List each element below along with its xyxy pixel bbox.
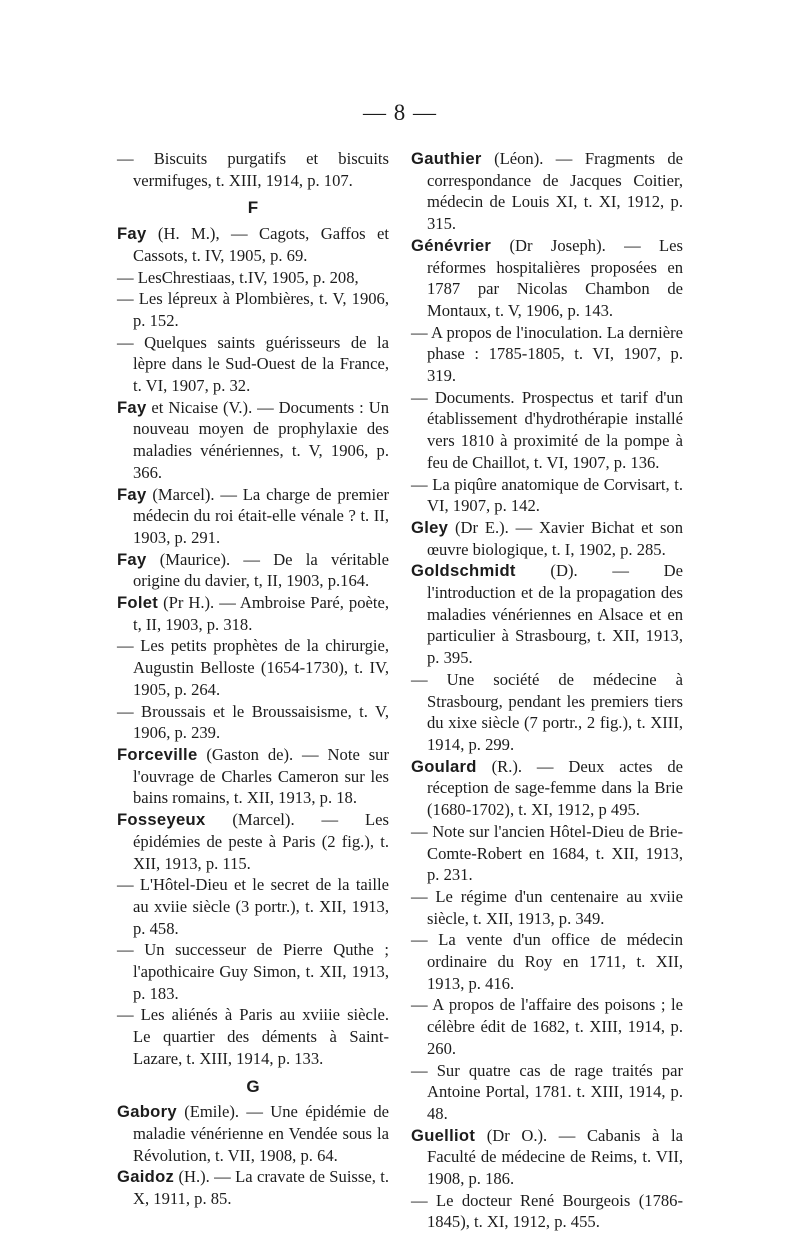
entry-author: Goldschmidt [411, 561, 516, 581]
entry-text: — La piqûre anatomique de Corvisart, t. VI, 1907, p. 142. [411, 474, 683, 516]
entry-author: Fay [117, 549, 147, 569]
index-entry [117, 288, 389, 331]
entry-text: — La vente d'un office de médecin ordinaire du Roy en 1711, t. XII, 1913, p. 416. [411, 930, 683, 993]
index-entry [411, 1060, 683, 1125]
entry-text: — Les petits prophètes de la chirurgie, Augustin Belloste (1654-1730), t. IV, 1905, p. 264. [117, 636, 389, 699]
index-entry [117, 874, 389, 939]
entry-text: — Quelques saints guérisseurs de la lèpre dans le Sud-Ouest de la France, t. VI, 1907, p. 32. [117, 332, 389, 396]
entry-text: — Broussais et le Broussaisisme, t. V, 1906, p. 239. [117, 701, 389, 743]
index-entry [411, 886, 683, 929]
entry-text: (H.). — La cravate de Suisse, t. X, 1911, p. 85. [133, 1167, 389, 1209]
entry-text: — L'Hôtel-Dieu et le secret de la taille au xviie siècle (3 portr.), t. XII, 1913, p. 458. [117, 875, 389, 938]
entry-author: Gley [411, 517, 449, 537]
entry-author: Gaidoz [117, 1167, 175, 1187]
entry-text: — Le docteur René Bourgeois (1786-1845), t. XI, 1912, p. 455. [411, 1190, 683, 1232]
entry-text: (Pr H.). — Ambroise Paré, poète, t, II, 1903, p. 318. [133, 593, 389, 634]
index-entry [411, 474, 683, 517]
entry-text: (R.). — Deux actes de réception de sage-femme dans la Brie (1680-1702), t. XI, 1912, p 495. [427, 756, 683, 820]
index-entry [411, 235, 683, 322]
index-entry [411, 517, 683, 560]
entry-text: (D). — De l'introduction et de la propagation des maladies vénériennes en Alsace et en particulier à Strasbourg, t. XII, 1913, p. 395. [427, 561, 683, 668]
entry-text: (Dr O.). — Cabanis à la Faculté de médecine de Reims, t. VII, 1908, p. 186. [427, 1125, 683, 1189]
index-entry [411, 322, 683, 387]
index-entry [411, 1125, 683, 1190]
entry-author: Guelliot [411, 1125, 476, 1145]
entry-text: (Gaston de). — Note sur l'ouvrage de Charles Cameron sur les bains romains, t. XII, 1913, p. 18. [133, 744, 389, 808]
index-entry [117, 549, 389, 592]
index-entry [117, 1101, 389, 1166]
entry-text: — Documents. Prospectus et tarif d'un établissement d'hydrothérapie installé vers 1810 à proximité de la pompe à feu de Chaillot, t. VI, 1907, p. 136. [411, 387, 683, 472]
left-column [117, 148, 389, 1210]
entry-text: — Biscuits purgatifs et biscuits vermifuges, t. XIII, 1914, p. 107. [117, 149, 389, 190]
entry-author: Gauthier [411, 149, 482, 168]
entry-text: (Marcel). — La charge de premier médecin du roi était-elle vénale ? t. II, 1903, p. 291. [133, 484, 389, 547]
entry-author: Génévrier [411, 235, 492, 255]
entry-author: Goulard [411, 756, 477, 776]
entry-author: Fay [117, 397, 147, 417]
index-entry [117, 267, 389, 289]
entry-text: (Dr E.). — Xavier Bichat et son œuvre biologique, t. I, 1902, p. 285. [427, 517, 683, 559]
entry-text: — A propos de l'affaire des poisons ; le célèbre édit de 1682, t. XIII, 1914, p. 260. [411, 995, 683, 1058]
entry-text: — Les aliénés à Paris au xviiie siècle. Le quartier des déments à Saint-Lazare, t. XIII, 1914, p. 133. [117, 1005, 389, 1068]
entry-text: (Emile). — Une épidémie de maladie vénérienne en Vendée sous la Révolution, t. VII, 1908, p. 64. [133, 1102, 389, 1165]
index-entry [117, 397, 389, 484]
index-entry [117, 744, 389, 809]
index-entry [117, 939, 389, 1004]
index-entry [117, 809, 389, 874]
section-letter: G [246, 1076, 260, 1096]
index-entry [411, 929, 683, 994]
index-entry [411, 1190, 683, 1233]
index-entry [411, 560, 683, 669]
entry-author: Fay [117, 484, 147, 504]
entry-text: — Sur quatre cas de rage traités par Antoine Portal, 1781. t. XIII, 1914, p. 48. [411, 1060, 683, 1123]
index-entry [117, 592, 389, 635]
index-entry [411, 148, 683, 235]
entry-text: (Marcel). — Les épidémies de peste à Paris (2 fig.), t. XII, 1913, p. 115. [133, 810, 389, 873]
index-entry [411, 669, 683, 756]
entry-author: Fosseyeux [117, 810, 206, 830]
entry-text: — Une société de médecine à Strasbourg, pendant les premiers tiers du xixe siècle (7 portr., 2 fig.), t. XIII, 1914, p. 299. [411, 669, 683, 754]
entry-author: Folet [117, 593, 159, 613]
index-entry [117, 701, 389, 744]
entry-text: (H. M.), — Cagots, Gaffos et Cassots, t. IV, 1905, p. 69. [133, 224, 389, 265]
entry-text: — Les lépreux à Plombières, t. V, 1906, p. 152. [117, 289, 389, 330]
entry-author: Forceville [117, 744, 198, 764]
entry-text: (Maurice). — De la véritable origine du davier, t, II, 1903, p.164. [133, 549, 389, 591]
entry-author: Fay [117, 224, 147, 244]
index-entry [117, 635, 389, 700]
index-entry [117, 1004, 389, 1069]
index-entry [117, 1166, 389, 1209]
entry-text: — Note sur l'ancien Hôtel-Dieu de Brie-Comte-Robert en 1684, t. XII, 1913, p. 231. [411, 821, 683, 885]
index-entry [117, 484, 389, 549]
entry-text: — Le régime d'un centenaire au xviie siècle, t. XII, 1913, p. 349. [411, 886, 683, 928]
index-entry [117, 332, 389, 397]
page-number: — 8 — [363, 100, 437, 125]
index-entry [411, 756, 683, 821]
index-entry [117, 223, 389, 266]
entry-text: et Nicaise (V.). — Documents : Un nouveau moyen de prophylaxie des maladies vénériennes, t. V, 1906, p. 366. [133, 397, 389, 482]
entry-text: (Dr Joseph). — Les réformes hospitalières proposées en 1787 par Nicolas Chambon de Montaux, t. V, 1906, p. 143. [427, 235, 683, 320]
index-entry [411, 821, 683, 886]
entry-text: — A propos de l'inoculation. La dernière phase : 1785-1805, t. VI, 1907, p. 319. [411, 322, 683, 386]
section-letter: F [247, 198, 259, 218]
index-entry [117, 148, 389, 191]
entry-text: (Léon). — Fragments de correspondance de Jacques Coitier, médecin de Louis XI, t. XI, 1912, p. 315. [427, 149, 683, 234]
entry-text: — Un successeur de Pierre Quthe ; l'apothicaire Guy Simon, t. XII, 1913, p. 183. [117, 940, 389, 1003]
index-entry [411, 387, 683, 474]
index-entry [411, 994, 683, 1059]
right-column [411, 148, 683, 1233]
entry-author: Gabory [117, 1102, 177, 1122]
entry-text: — LesChrestiaas, t.IV, 1905, p. 208, [117, 267, 359, 287]
